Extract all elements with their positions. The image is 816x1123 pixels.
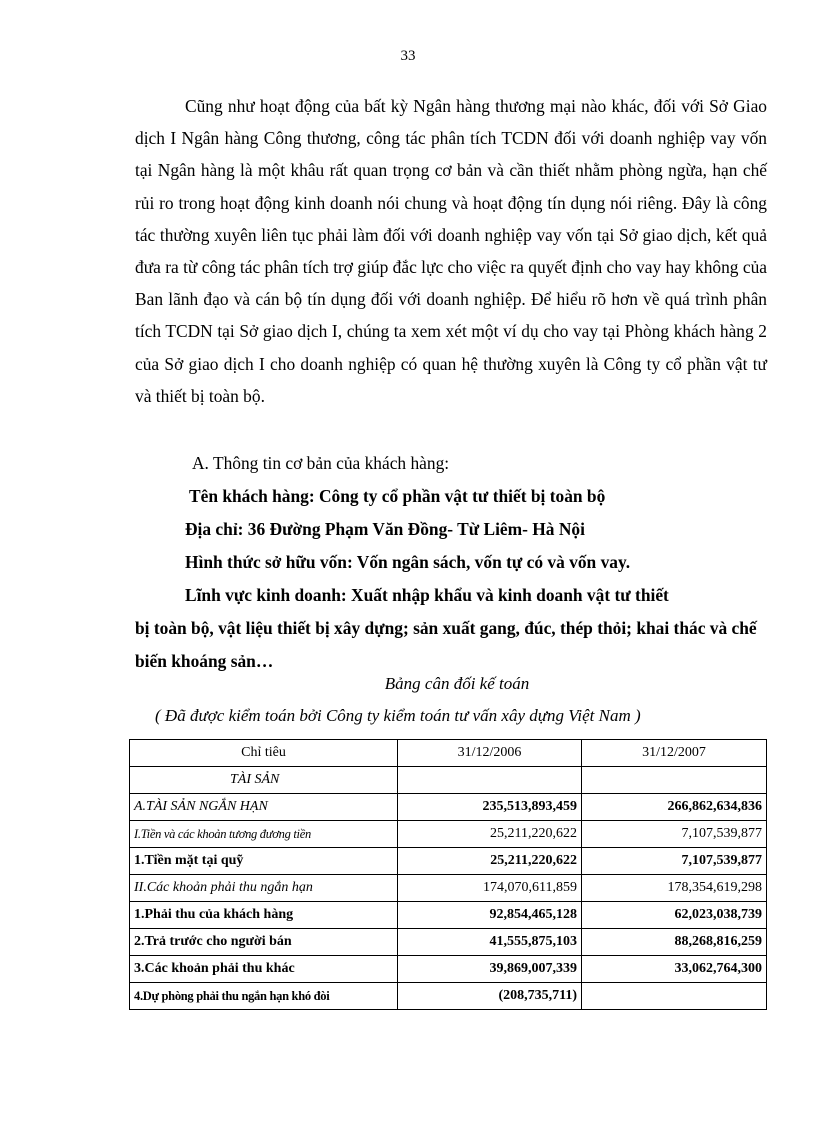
row-label: 1.Phải thu của khách hàng xyxy=(130,902,398,929)
row-value-2007: 33,062,764,300 xyxy=(582,956,767,983)
row-value-2006: 92,854,465,128 xyxy=(398,902,582,929)
customer-ownership: Hình thức sở hữu vốn: Vốn ngân sách, vốn tự có và vốn vay. xyxy=(185,552,631,572)
row-value-2006: 25,211,220,622 xyxy=(398,848,582,875)
empty-cell xyxy=(398,767,582,794)
customer-info-heading: A. Thông tin cơ bản của khách hàng: xyxy=(192,453,450,473)
table-row xyxy=(130,929,767,956)
row-label: 2.Trả trước cho người bán xyxy=(130,929,398,956)
row-value-2007: 62,023,038,739 xyxy=(582,902,767,929)
table-subtitle: ( Đã được kiểm toán bởi Công ty kiểm toán tư vấn xây dựng Việt Nam ) xyxy=(155,706,641,725)
table-row xyxy=(130,821,767,848)
intro-paragraph: Cũng như hoạt động của bất kỳ Ngân hàng thương mại nào khác, đối với Sở Giao dịch I Ngân hàng Công thương, công tác phân tích TCDN đối với doanh nghiệp vay vốn tại Ngân hàng là một khâu rất quan trọng cơ bản và cần thiết nhằm phòng ngừa, hạn chế rủi ro trong hoạt động kinh doanh nói chung và hoạt động tín dụng nói riêng. Đây là công tác thường xuyên liên tục phải làm đối với doanh nghiệp vay vốn tại Sở giao dịch, kết quả đưa ra từ công tác phân tích trợ giúp đắc lực cho việc ra quyết định cho vay hay không của Ban lãnh đạo và cán bộ tín dụng đối với doanh nghiệp. Để hiểu rõ hơn về quá trình phân tích TCDN tại Sở giao dịch I, chúng ta xem xét một ví dụ cho vay tại Phòng khách hàng 2 của Sở giao dịch I cho doanh nghiệp có quan hệ thường xuyên là Công ty cổ phần vật tư và thiết bị toàn bộ. xyxy=(135,96,767,406)
body-paragraph-block xyxy=(135,90,767,412)
table-header-row xyxy=(130,740,767,767)
table-row xyxy=(130,875,767,902)
table-row xyxy=(130,983,767,1010)
table-row xyxy=(130,848,767,875)
row-value-2006: 41,555,875,103 xyxy=(398,929,582,956)
table-section-row xyxy=(130,767,767,794)
table-title: Bảng cân đối kế toán xyxy=(384,674,530,693)
row-label: 1.Tiền mặt tại quỹ xyxy=(130,848,398,875)
row-value-2007: 266,862,634,836 xyxy=(582,794,767,821)
row-value-2007: 178,354,619,298 xyxy=(582,875,767,902)
customer-business-start: Lĩnh vực kinh doanh: Xuất nhập khẩu và kinh doanh vật tư thiết xyxy=(185,585,669,605)
row-value-2007: 7,107,539,877 xyxy=(582,821,767,848)
table-row xyxy=(130,902,767,929)
customer-name: Tên khách hàng: Công ty cổ phần vật tư thiết bị toàn bộ xyxy=(189,486,606,506)
balance-sheet-table xyxy=(129,739,767,1010)
table-row xyxy=(130,794,767,821)
row-value-2007: 7,107,539,877 xyxy=(582,848,767,875)
row-value-2007 xyxy=(582,983,767,1010)
row-value-2006: 235,513,893,459 xyxy=(398,794,582,821)
row-value-2006: 39,869,007,339 xyxy=(398,956,582,983)
row-value-2006: (208,735,711) xyxy=(398,983,582,1010)
row-label: 3.Các khoản phải thu khác xyxy=(130,956,398,983)
customer-info xyxy=(135,447,767,678)
header-2006: 31/12/2006 xyxy=(398,740,582,767)
page-number: 33 xyxy=(400,48,416,64)
row-label: II.Các khoản phải thu ngắn hạn xyxy=(130,875,398,902)
section-label: TÀI SẢN xyxy=(130,767,398,794)
row-label: I.Tiền và các khoản tương đương tiền xyxy=(130,821,398,848)
row-value-2007: 88,268,816,259 xyxy=(582,929,767,956)
customer-address: Địa chỉ: 36 Đường Phạm Văn Đồng- Từ Liêm- Hà Nội xyxy=(185,519,585,539)
row-label: 4.Dự phòng phải thu ngắn hạn khó đòi xyxy=(130,983,398,1010)
customer-business-rest: bị toàn bộ, vật liệu thiết bị xây dựng; sản xuất gang, đúc, thép thỏi; khai thác và chế biến khoáng sản… xyxy=(135,618,757,671)
header-indicator: Chỉ tiêu xyxy=(130,740,398,767)
row-value-2006: 25,211,220,622 xyxy=(398,821,582,848)
table-row xyxy=(130,956,767,983)
header-2007: 31/12/2007 xyxy=(582,740,767,767)
empty-cell xyxy=(582,767,767,794)
row-value-2006: 174,070,611,859 xyxy=(398,875,582,902)
row-label: A.TÀI SẢN NGẮN HẠN xyxy=(130,794,398,821)
